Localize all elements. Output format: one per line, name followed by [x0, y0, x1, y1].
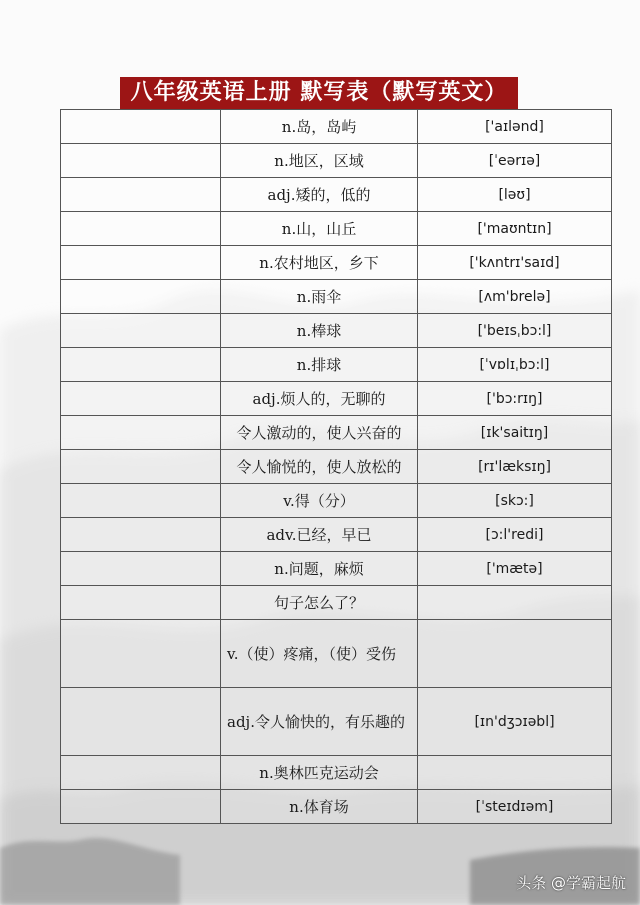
word-cell[interactable]	[61, 450, 221, 484]
meaning-cell: v.（使）疼痛，（使）受伤	[221, 620, 418, 688]
meaning-cell: adj.烦人的，无聊的	[221, 382, 418, 416]
meaning-cell: 令人愉悦的，使人放松的	[221, 450, 418, 484]
table-row	[61, 314, 612, 348]
word-cell[interactable]	[61, 382, 221, 416]
word-cell[interactable]	[61, 586, 221, 620]
phonetic-cell: ['maʊntɪn]	[418, 212, 612, 246]
page-title: 八年级英语上册 默写表（默写英文）	[120, 77, 518, 109]
meaning-cell: v.得（分）	[221, 484, 418, 518]
phonetic-cell: [ɪn'dʒɔɪəbl]	[418, 688, 612, 756]
phonetic-cell: [ˈeərɪə]	[418, 144, 612, 178]
word-cell[interactable]	[61, 484, 221, 518]
table-row	[61, 790, 612, 824]
table-row	[61, 382, 612, 416]
table-row	[61, 280, 612, 314]
phonetic-cell: [ˈvɒlɪˌbɔ:l]	[418, 348, 612, 382]
table-row	[61, 518, 612, 552]
word-cell[interactable]	[61, 518, 221, 552]
meaning-cell: n.地区，区域	[221, 144, 418, 178]
phonetic-cell: [ʌm'brelə]	[418, 280, 612, 314]
word-cell[interactable]	[61, 144, 221, 178]
meaning-cell: n.雨伞	[221, 280, 418, 314]
phonetic-cell: [ləʊ]	[418, 178, 612, 212]
word-cell[interactable]	[61, 246, 221, 280]
word-cell[interactable]	[61, 110, 221, 144]
phonetic-cell: ['aɪlənd]	[418, 110, 612, 144]
meaning-cell: n.棒球	[221, 314, 418, 348]
phonetic-cell: [ɪk'saitɪŋ]	[418, 416, 612, 450]
meaning-cell: adj.令人愉快的，有乐趣的	[221, 688, 418, 756]
meaning-cell: n.体育场	[221, 790, 418, 824]
word-cell[interactable]	[61, 756, 221, 790]
phonetic-cell: [skɔ:]	[418, 484, 612, 518]
phonetic-cell: ['mætə]	[418, 552, 612, 586]
phonetic-cell: [ˈsteɪdɪəm]	[418, 790, 612, 824]
phonetic-cell	[418, 756, 612, 790]
table-row	[61, 552, 612, 586]
table-row	[61, 178, 612, 212]
meaning-cell: n.奥林匹克运动会	[221, 756, 418, 790]
meaning-cell: n.农村地区，乡下	[221, 246, 418, 280]
word-cell[interactable]	[61, 314, 221, 348]
meaning-cell: 令人激动的，使人兴奋的	[221, 416, 418, 450]
phonetic-cell	[418, 586, 612, 620]
meaning-cell: n.岛，岛屿	[221, 110, 418, 144]
meaning-cell: 句子怎么了？	[221, 586, 418, 620]
table-row	[61, 144, 612, 178]
phonetic-cell	[418, 620, 612, 688]
word-cell[interactable]	[61, 416, 221, 450]
table-row	[61, 620, 612, 688]
word-cell[interactable]	[61, 552, 221, 586]
phonetic-cell: ['kʌntrɪ'saɪd]	[418, 246, 612, 280]
watermark: 头条 @学霸起航	[516, 874, 626, 892]
table-row	[61, 416, 612, 450]
table-row	[61, 586, 612, 620]
phonetic-cell: [ɔ:l'redi]	[418, 518, 612, 552]
table-row	[61, 450, 612, 484]
meaning-cell: adj.矮的，低的	[221, 178, 418, 212]
word-cell[interactable]	[61, 620, 221, 688]
meaning-cell: n.排球	[221, 348, 418, 382]
table-row	[61, 110, 612, 144]
word-cell[interactable]	[61, 212, 221, 246]
table-row	[61, 246, 612, 280]
phonetic-cell: [rɪ'læksɪŋ]	[418, 450, 612, 484]
phonetic-cell: ['bɔ:rɪŋ]	[418, 382, 612, 416]
word-cell[interactable]	[61, 790, 221, 824]
meaning-cell: n.问题，麻烦	[221, 552, 418, 586]
phonetic-cell: ['beɪsˌbɔ:l]	[418, 314, 612, 348]
word-cell[interactable]	[61, 348, 221, 382]
word-cell[interactable]	[61, 280, 221, 314]
meaning-cell: n.山，山丘	[221, 212, 418, 246]
table-row	[61, 212, 612, 246]
word-cell[interactable]	[61, 178, 221, 212]
word-cell[interactable]	[61, 688, 221, 756]
table-row	[61, 348, 612, 382]
meaning-cell: adv.已经，早已	[221, 518, 418, 552]
table-row	[61, 688, 612, 756]
vocab-table	[60, 109, 612, 824]
table-row	[61, 484, 612, 518]
table-row	[61, 756, 612, 790]
